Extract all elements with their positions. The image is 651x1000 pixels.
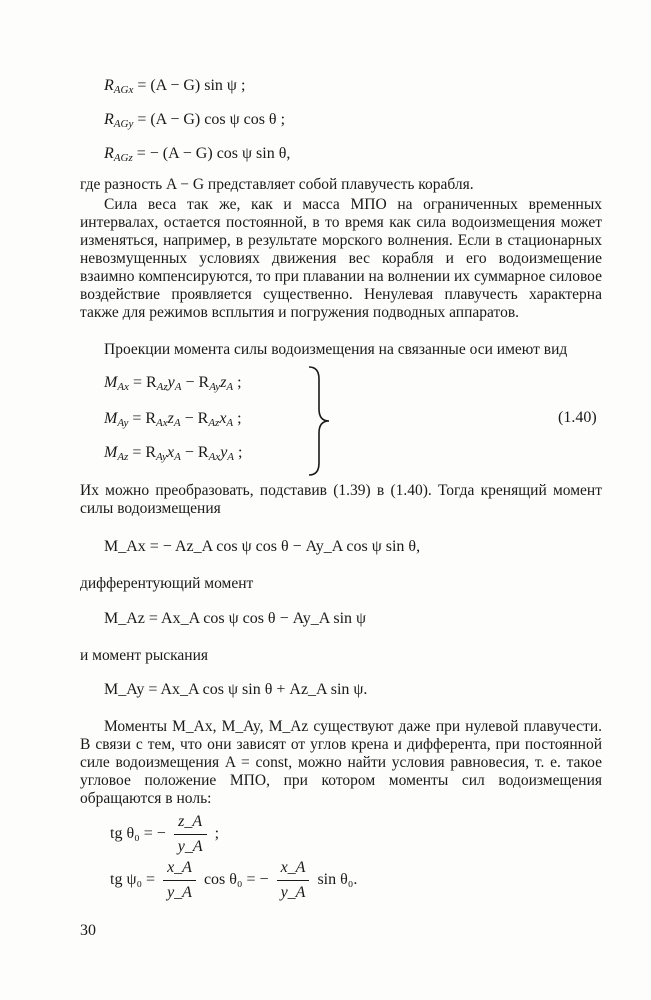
- equation-tg-psi: tg ψ₀ = $\frac{x\_A}{y\_A}$ cos θ₀ = − $\frac{x\_A}{y\_A}$ sin θ₀.: [110, 859, 358, 901]
- equation-max: $M_{Ax} = R_{Az}y_A - R_{Ay}z_A$ ;: [104, 374, 242, 393]
- equation-ragz: $R_{AGz}$ = − (A − G) cos ψ sin θ,: [104, 145, 291, 164]
- paragraph-moment-projections: Проекции момента силы водоизмещения на связанные оси имеют вид: [104, 341, 568, 358]
- right-brace: [305, 365, 333, 477]
- equation-trim-moment: M_Az = Ax_A cos ψ cos θ − Ay_A sin ψ: [104, 610, 367, 627]
- equation-maz: $M_{Az} = R_{Ay}x_A - R_{Ax}y_A$ ;: [104, 444, 243, 463]
- paragraph-weight-force: Сила веса так же, как и масса МПО на ограниченных временных интервалах, остается постоянной, в то время как сила водоизмещения может изменяться, например, в результате морского волнения. Если в стационарных невозмущенных условиях движения вес корабля и его водоизмещение взаимно компенсируются, то при плавании на волнении их суммарное силовое воздействие проявляется существенно. Ненулевая плавучесть характерна также для режимов всплытия и погружения подводных аппаратов.: [80, 196, 602, 321]
- paragraph-trim-label: дифферентующий момент: [80, 575, 254, 592]
- equation-may: $M_{Ay} = R_{Ax}z_A - R_{Az}x_A$ ;: [104, 410, 242, 429]
- paragraph-yaw-label: и момент рыскания: [80, 647, 209, 664]
- fraction-xa-ya-1: $\frac{x\_A}{y\_A}$: [163, 858, 196, 903]
- paragraph-equilibrium: Моменты M_Ax, M_Ay, M_Az существуют даже при нулевой плавучести. В связи с тем, что они зависят от углов крена и дифферента, при постоянной силе водоизмещения A = const, можно найти условия равновесия, т. е. такое угловое положение МПО, при котором моменты сил водоизмещения обращаются в ноль:: [80, 718, 602, 807]
- paragraph-buoyancy: где разность A − G представляет собой плавучесть корабля.: [80, 176, 474, 193]
- equation-number: (1.40): [558, 409, 597, 426]
- equation-yaw-moment: M_Ay = Ax_A cos ψ sin θ + Az_A sin ψ.: [104, 681, 368, 698]
- fraction-xa-ya-2: $\frac{x\_A}{y\_A}$: [277, 858, 310, 903]
- equation-tg-theta: tg θ₀ = − $\frac{z\_A}{y\_A}$ ;: [110, 813, 220, 855]
- equation-ragy: $R_{AGy} = (A - G)$ cos ψ cos θ ;: [104, 111, 286, 130]
- paragraph-substitution: Их можно преобразовать, подставив (1.39) в (1.40). Тогда кренящий момент силы водоизмещения: [80, 482, 602, 517]
- page-number: 30: [80, 922, 96, 939]
- equation-ragx: $R_{AGx} = (A - G)$ sin ψ ;: [104, 77, 246, 96]
- equation-heel-moment: M_Ax = − Az_A cos ψ cos θ − Ay_A cos ψ sin θ,: [104, 538, 421, 555]
- fraction-za-ya: $\frac{z\_A}{y\_A}$: [174, 812, 207, 857]
